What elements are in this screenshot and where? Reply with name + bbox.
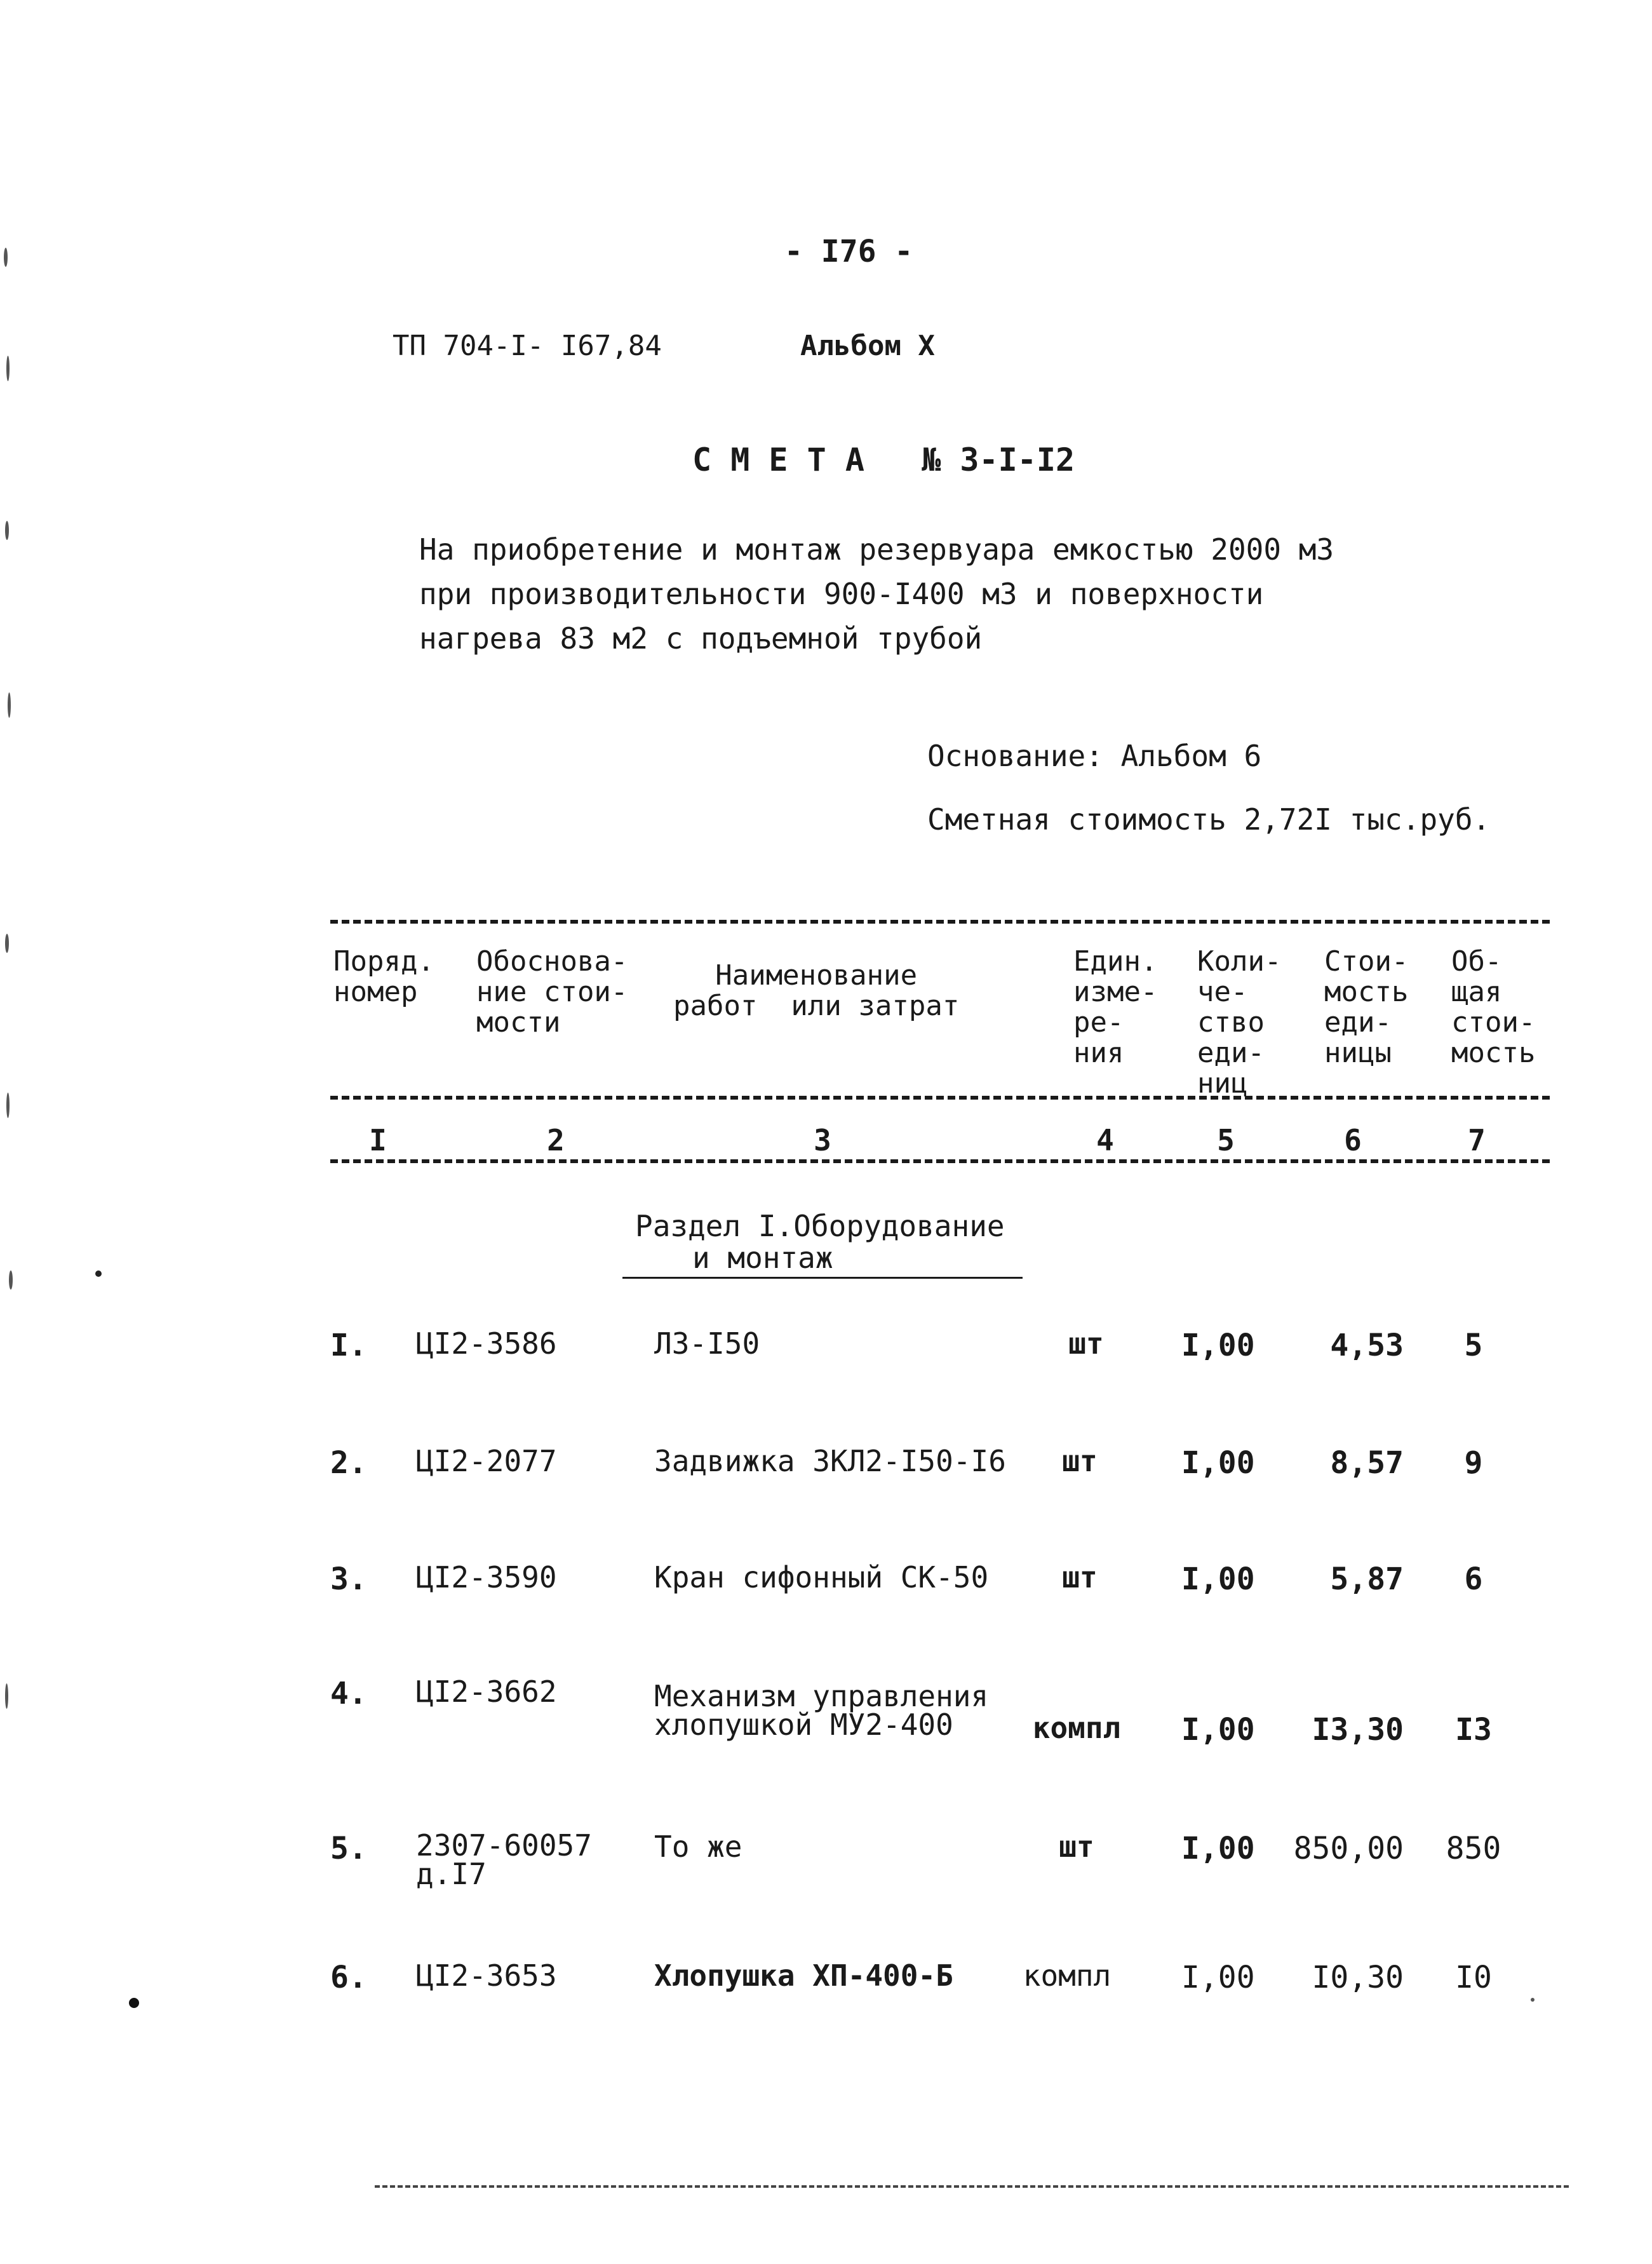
row-unit-cost: 5,87 bbox=[1330, 1561, 1404, 1597]
album-label: Альбом X bbox=[800, 330, 935, 362]
scan-mark bbox=[6, 356, 10, 381]
row-name-continued: хлопушкой МУ2-400 bbox=[654, 1708, 953, 1742]
row-name: Кран сифонный СК-50 bbox=[654, 1560, 989, 1594]
row-basis-continued: д.I7 bbox=[416, 1857, 487, 1891]
row-unit: шт bbox=[1059, 1829, 1094, 1864]
scan-mark bbox=[5, 934, 9, 953]
description-line-3: нагрева 83 м2 с подъемной трубой bbox=[419, 621, 983, 656]
row-unit: компл bbox=[1023, 1958, 1111, 1993]
row-unit: шт bbox=[1062, 1444, 1098, 1478]
column-number-6: 6 bbox=[1344, 1123, 1362, 1157]
column-number-7: 7 bbox=[1468, 1123, 1486, 1157]
section-title-continued: и монтаж bbox=[692, 1241, 833, 1275]
page-bottom-rule bbox=[375, 2185, 1569, 2188]
header-work-name: Наименование работ или затрат bbox=[673, 959, 960, 1022]
scan-dot bbox=[1531, 1998, 1534, 2002]
row-quantity: I,00 bbox=[1181, 1960, 1255, 1995]
description-line-1: На приобретение и монтаж резервуара емкостью 2000 м3 bbox=[419, 532, 1334, 567]
row-unit-cost: 850,00 bbox=[1293, 1831, 1404, 1866]
scan-mark bbox=[8, 692, 11, 718]
scan-dot bbox=[129, 1998, 139, 2008]
row-name: Механизм управления bbox=[654, 1679, 989, 1713]
row-quantity: I,00 bbox=[1181, 1712, 1255, 1748]
row-quantity: I,00 bbox=[1181, 1445, 1255, 1481]
row-name: Хлопушка ХП-400-Б bbox=[654, 1958, 953, 1993]
scan-mark bbox=[5, 521, 9, 540]
scan-dot bbox=[95, 1270, 102, 1277]
row-number: 5. bbox=[330, 1831, 367, 1866]
column-numbers-rule bbox=[330, 1159, 1550, 1163]
row-total: I3 bbox=[1455, 1712, 1492, 1748]
basis-line: Основание: Альбом 6 bbox=[927, 739, 1262, 773]
row-unit: шт bbox=[1068, 1326, 1104, 1361]
row-name: ЛЗ-I50 bbox=[654, 1326, 760, 1361]
row-quantity: I,00 bbox=[1181, 1561, 1255, 1597]
row-name: Задвижка ЗКЛ2-I50-I6 bbox=[654, 1444, 1006, 1478]
scan-mark bbox=[9, 1270, 13, 1290]
row-total: 6 bbox=[1464, 1561, 1483, 1597]
column-number-4: 4 bbox=[1096, 1123, 1114, 1157]
estimated-cost-line: Сметная стоимость 2,72I тыс.руб. bbox=[927, 802, 1491, 837]
header-quantity: Коли- че- ство еди- ниц bbox=[1197, 945, 1282, 1100]
row-unit: шт bbox=[1062, 1560, 1098, 1594]
row-basis: ЦI2-2077 bbox=[416, 1444, 557, 1478]
row-unit-cost: I3,30 bbox=[1312, 1712, 1404, 1748]
header-bottom-rule bbox=[330, 1096, 1550, 1100]
document-code: ТП 704-I- I67,84 bbox=[393, 330, 662, 362]
column-number-1: I bbox=[369, 1123, 387, 1157]
row-unit-cost: I0,30 bbox=[1312, 1960, 1404, 1995]
row-total: 850 bbox=[1446, 1831, 1501, 1866]
document-title: С М Е Т А № 3-I-I2 bbox=[692, 441, 1075, 478]
description-line-2: при производительности 900-I400 м3 и поверхности bbox=[419, 577, 1264, 611]
section-title: Раздел I.Оборудование bbox=[635, 1209, 1005, 1243]
row-number: 3. bbox=[330, 1561, 367, 1597]
scan-mark bbox=[4, 248, 8, 267]
page-number: - I76 - bbox=[784, 234, 913, 269]
section-title-underline bbox=[622, 1277, 1023, 1279]
column-number-3: 3 bbox=[814, 1123, 831, 1157]
row-basis: 2307-60057 bbox=[416, 1828, 592, 1863]
row-number: I. bbox=[330, 1328, 367, 1363]
header-unit-cost: Стои- мость еди- ницы bbox=[1324, 945, 1409, 1069]
row-basis: ЦI2-3662 bbox=[416, 1674, 557, 1709]
row-basis: ЦI2-3586 bbox=[416, 1326, 557, 1361]
row-number: 6. bbox=[330, 1960, 367, 1995]
row-basis: ЦI2-3590 bbox=[416, 1560, 557, 1594]
column-number-5: 5 bbox=[1217, 1123, 1235, 1157]
row-quantity: I,00 bbox=[1181, 1328, 1255, 1363]
row-total: 9 bbox=[1464, 1445, 1483, 1481]
row-unit-cost: 8,57 bbox=[1330, 1445, 1404, 1481]
row-total: I0 bbox=[1455, 1960, 1492, 1995]
row-number: 4. bbox=[330, 1676, 367, 1711]
row-number: 2. bbox=[330, 1445, 367, 1481]
row-unit-cost: 4,53 bbox=[1330, 1328, 1404, 1363]
row-unit: компл bbox=[1032, 1711, 1121, 1745]
header-cost-basis: Обоснова- ние стои- мости bbox=[476, 945, 628, 1039]
table-top-rule bbox=[330, 920, 1550, 924]
scan-mark bbox=[5, 1683, 8, 1709]
column-number-2: 2 bbox=[547, 1123, 565, 1157]
row-quantity: I,00 bbox=[1181, 1831, 1255, 1866]
header-order-number: Поряд. номер bbox=[333, 945, 434, 1008]
header-total-cost: Об- щая стои- мость bbox=[1451, 945, 1536, 1069]
row-name: То же bbox=[654, 1829, 742, 1864]
header-unit: Един. изме- ре- ния bbox=[1073, 945, 1158, 1069]
scan-mark bbox=[6, 1093, 10, 1118]
row-total: 5 bbox=[1464, 1328, 1483, 1363]
row-basis: ЦI2-3653 bbox=[416, 1958, 557, 1993]
